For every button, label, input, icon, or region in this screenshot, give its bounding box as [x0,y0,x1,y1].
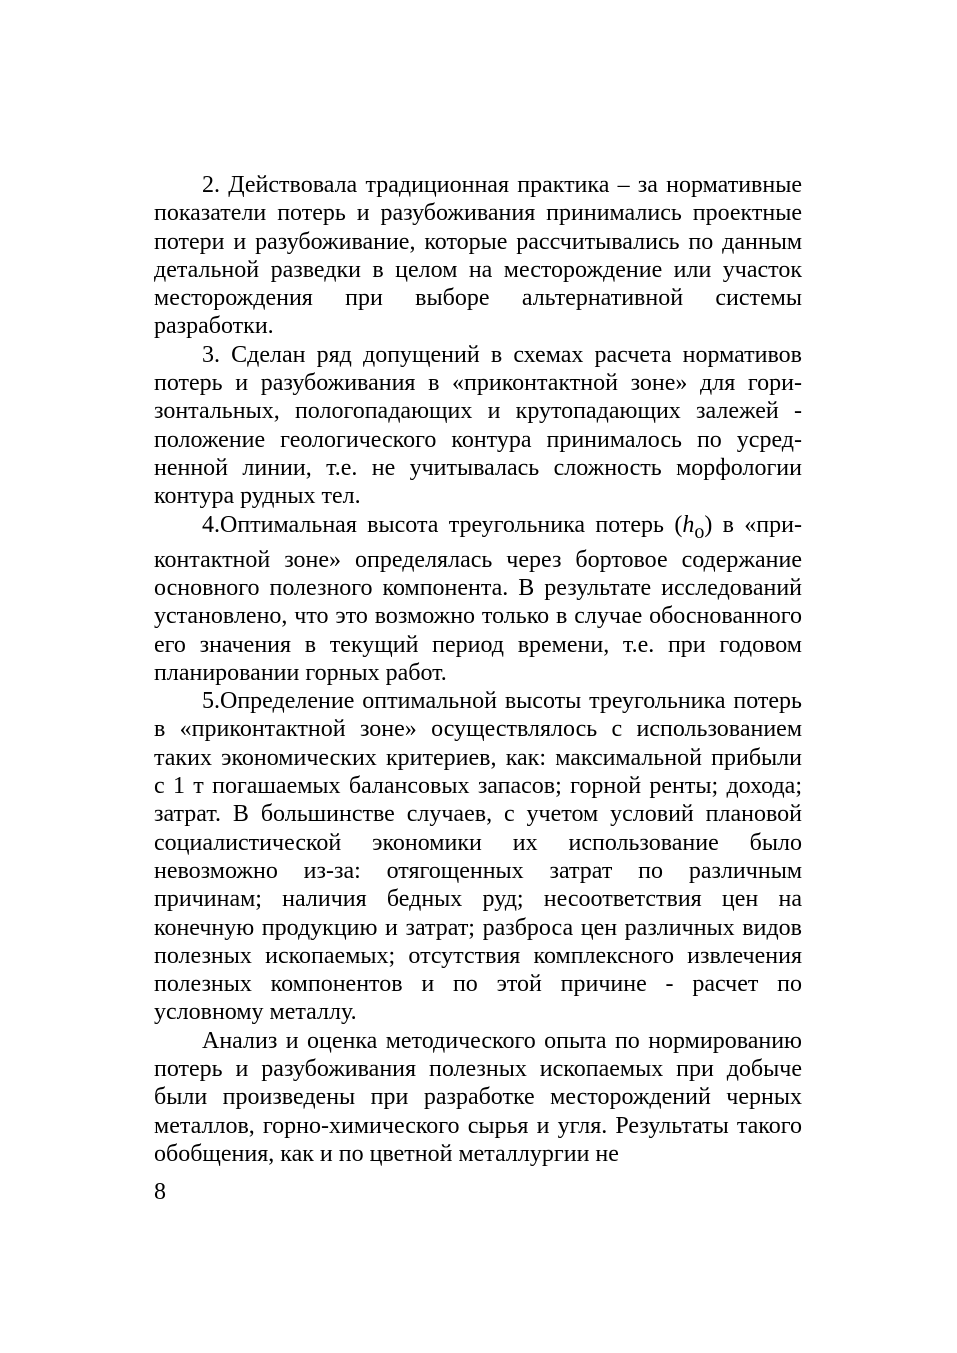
page-number: 8 [154,1179,166,1205]
body-text [154,171,802,1168]
paragraph-text: 5.Определение оптимальной высоты треугольника потерь в «приконтактной зоне» осуществлялось с использованием таких экономических критериев, как: максимальной прибыли с 1 т погашаемых балансовых запасов; горной ренты; дохода; затрат. В большинстве случаев, с учетом условий плановой социалистической экономики их использование было невозможно из-за: отягощенных затрат по различным причинам; наличия бедных руд; несоответствия цен на конечную продукцию и затрат; разброса цен различных видов полезных ископаемых; отсутствия комплексного извлечения полезных компонентов и по этой причине - расчет по условному металлу. [154,688,802,1026]
paragraph-text: Анализ и оценка методического опыта по нормированию потерь и разубоживания полезных ископаемых при добыче были произведены при разработке месторождений черных металлов, горно-химического сырья и угля. Результаты такого обобщения, как и по цветной металлургии не [154,1027,802,1167]
paragraph-2 [154,171,802,341]
paragraph-analysis [154,1027,802,1168]
paragraph-text: 4.Оптимальная высота треугольника потерь ( [202,511,683,538]
formula-variable: h [682,511,695,538]
paragraph-text: 2. Действовала традиционная практика – за нормативные показатели потерь и разубоживания принимались проектные потери и разубоживание, которые рассчитывались по данным детальной разведки в целом на месторождение или участок месторождения при выборе альтернативной системы разработки. [154,172,802,340]
paragraph-text-continued: ) в «приконтактной зоне» определялась через бортовое содержание основного полезного компонента. В результате исследований установлено, что это возможно только в случае обоснованного его значения в текущий период времени, т.е. при годовом планировании горных работ. [154,511,802,686]
paragraph-4 [154,511,802,688]
formula-subscript: о [694,520,705,543]
paragraph-3 [154,341,802,511]
paragraph-text: 3. Сделан ряд допущений в схемах расчета нормативов потерь и разубоживания в «приконтактной зоне» для горизонтальных, пологопадающих и крутопадающих залежей - положение геологического контура принималось по усредненной линии, т.е. не учитывалась сложность морфологии контура рудных тел. [154,341,802,510]
paragraph-5 [154,687,802,1027]
